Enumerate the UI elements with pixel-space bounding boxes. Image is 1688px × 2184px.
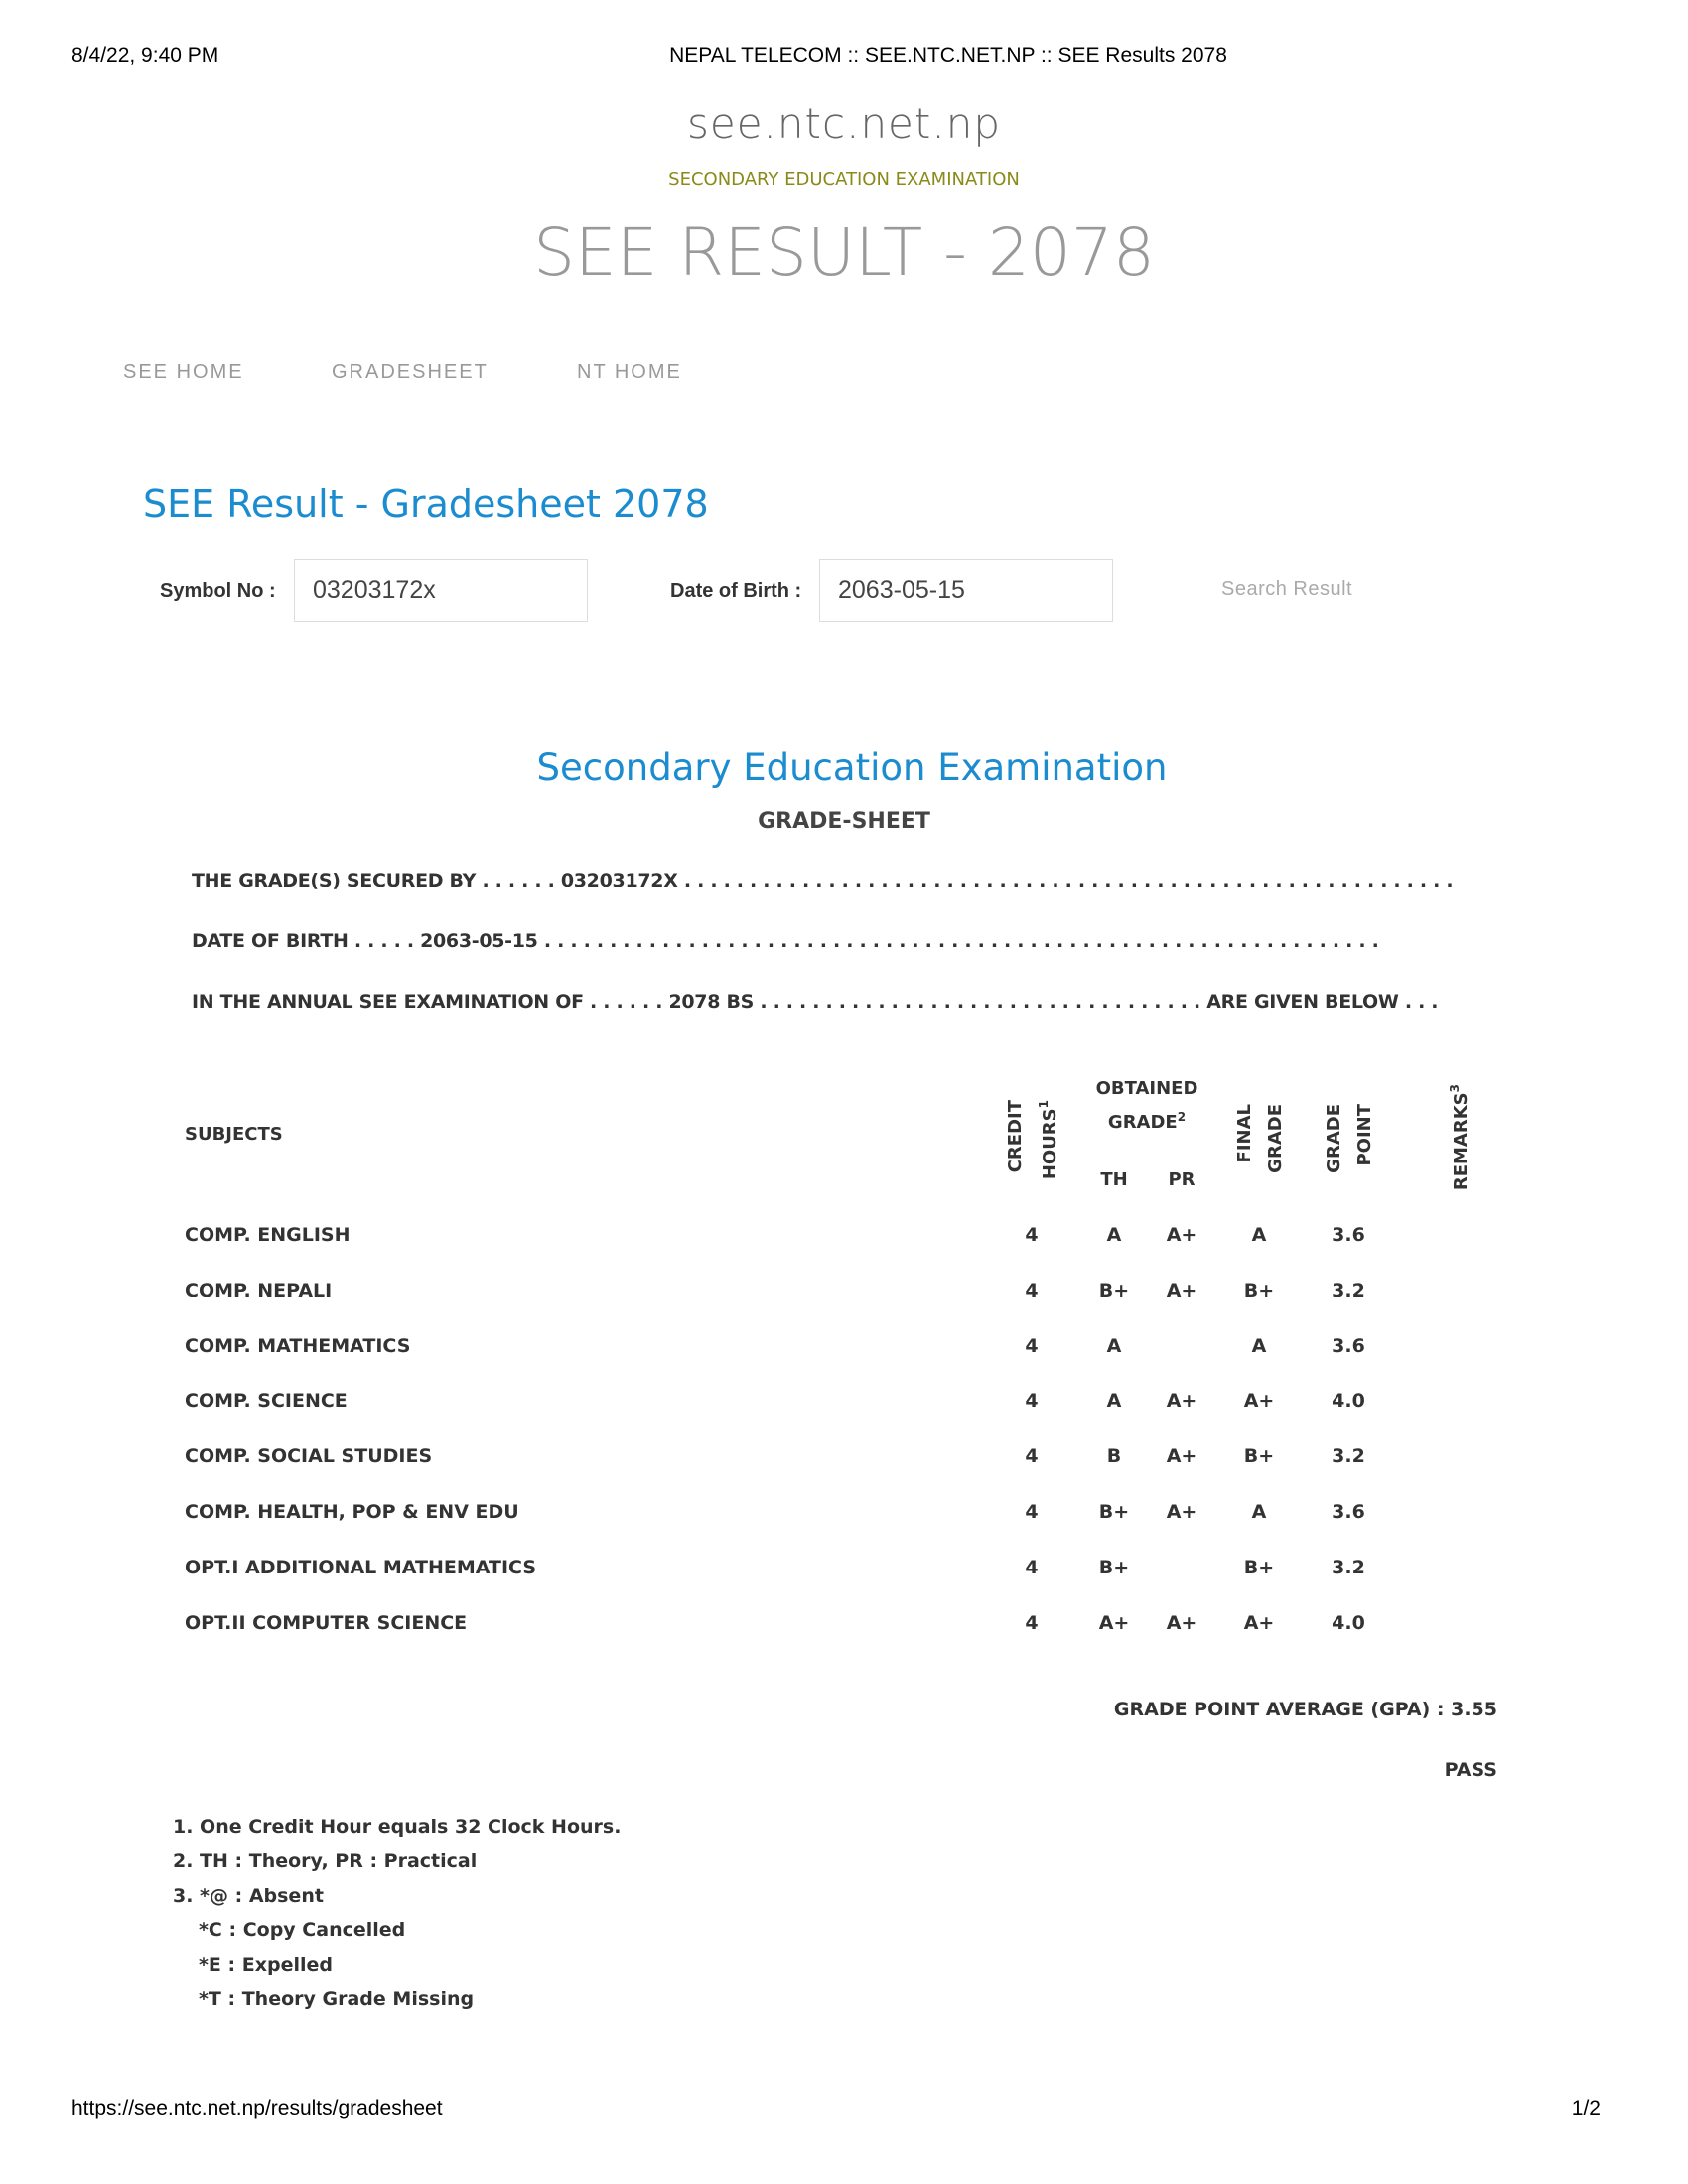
dob-line: DATE OF BIRTH . . . . . 2063-05-15 . . . . . . . . . . . . . . . . . . . . . . . . . . . . . . . . . . . . . . . . . . . . . . . . . . . . . . . . . . . . . . . .: [192, 930, 1379, 952]
cell-credit: 4: [1025, 1556, 1039, 1578]
print-title: NEPAL TELECOM :: SEE.NTC.NET.NP :: SEE Results 2078: [669, 44, 1227, 67]
cell-pr: A+: [1166, 1611, 1197, 1634]
gpa: GRADE POINT AVERAGE (GPA) : 3.55: [1113, 1699, 1497, 1720]
cell-credit: 4: [1025, 1224, 1039, 1246]
cell-gp: 3.6: [1332, 1501, 1365, 1523]
cell-final: A+: [1243, 1611, 1275, 1634]
cell-credit: 4: [1025, 1334, 1039, 1357]
secured-by-line: THE GRADE(S) SECURED BY . . . . . . 03203172X . . . . . . . . . . . . . . . . . . . . . . . . . . . . . . . . . . . . . . . . . . . . . . . . . . . . . . . . . . .: [192, 870, 1454, 891]
cell-gp: 4.0: [1332, 1390, 1365, 1413]
nav-nt-home[interactable]: NT HOME: [577, 361, 682, 383]
footnote: 1. One Credit Hour equals 32 Clock Hours.: [173, 1816, 622, 1838]
cell-credit: 4: [1025, 1279, 1039, 1301]
cell-pr: A+: [1166, 1390, 1197, 1413]
cell-gp: 3.6: [1332, 1334, 1365, 1357]
form-title: SEE Result - Gradesheet 2078: [143, 482, 709, 526]
cell-subject: COMP. SCIENCE: [185, 1390, 348, 1413]
cell-th: B: [1106, 1445, 1122, 1468]
cell-gp: 3.2: [1332, 1445, 1365, 1468]
header-grade: GRADE$^2$: [1107, 1110, 1187, 1133]
header-point: POINT: [1354, 1104, 1375, 1166]
cell-credit: 4: [1025, 1611, 1039, 1634]
cell-subject: COMP. NEPALI: [185, 1279, 333, 1301]
print-url: https://see.ntc.net.np/results/gradesheet: [71, 2097, 443, 2119]
cell-final: B+: [1243, 1556, 1275, 1578]
header-final-grade: GRADE: [1265, 1104, 1286, 1173]
dob-input[interactable]: 2063-05-15: [819, 559, 1113, 622]
cell-pr: A+: [1166, 1445, 1197, 1468]
site-name: see.ntc.net.np: [687, 99, 1001, 148]
cell-subject: COMP. SOCIAL STUDIES: [185, 1445, 433, 1468]
cell-th: B+: [1098, 1556, 1130, 1578]
cell-final: B+: [1243, 1279, 1275, 1301]
header-final: FINAL: [1234, 1104, 1255, 1163]
print-datetime: 8/4/22, 9:40 PM: [71, 44, 219, 67]
header-th: TH: [1100, 1169, 1128, 1190]
header-grade-point: GRADE: [1324, 1104, 1344, 1173]
symbol-input[interactable]: 03203172x: [294, 559, 588, 622]
cell-gp: 4.0: [1332, 1611, 1365, 1634]
cell-th: B+: [1098, 1279, 1130, 1301]
header-credit: CREDIT: [1005, 1100, 1026, 1173]
print-page: 1/2: [1571, 2097, 1601, 2119]
header-pr: PR: [1168, 1169, 1196, 1190]
dob-label: Date of Birth :: [670, 580, 802, 602]
cell-gp: 3.2: [1332, 1556, 1365, 1578]
cell-th: A: [1106, 1390, 1122, 1413]
cell-final: A: [1251, 1334, 1267, 1357]
cell-th: A: [1106, 1224, 1122, 1246]
cell-th: A+: [1098, 1611, 1130, 1634]
header-subjects: SUBJECTS: [185, 1124, 283, 1145]
cell-credit: 4: [1025, 1445, 1039, 1468]
site-subtitle: SECONDARY EDUCATION EXAMINATION: [668, 169, 1020, 190]
sheet-title: Secondary Education Examination: [536, 747, 1168, 789]
cell-subject: COMP. ENGLISH: [185, 1224, 351, 1246]
cell-gp: 3.6: [1332, 1224, 1365, 1246]
symbol-label: Symbol No :: [160, 580, 276, 602]
exam-line: IN THE ANNUAL SEE EXAMINATION OF . . . . . . 2078 BS . . . . . . . . . . . . . . . . . . . . . . . . . . . . . . . . . . ARE GIVEN BELOW . . .: [192, 991, 1439, 1013]
search-result-button[interactable]: Search Result: [1221, 578, 1353, 600]
footnote: *E : Expelled: [199, 1954, 333, 1976]
footnote: *T : Theory Grade Missing: [199, 1988, 475, 2010]
result: PASS: [1444, 1759, 1497, 1781]
footnote: 2. TH : Theory, PR : Practical: [173, 1850, 478, 1872]
cell-subject: OPT.II COMPUTER SCIENCE: [185, 1611, 468, 1634]
cell-final: A: [1251, 1501, 1267, 1523]
cell-pr: A+: [1166, 1279, 1197, 1301]
cell-credit: 4: [1025, 1390, 1039, 1413]
header-hours: HOURS$^1$: [1037, 1100, 1060, 1180]
cell-subject: OPT.I ADDITIONAL MATHEMATICS: [185, 1556, 537, 1578]
cell-th: A: [1106, 1334, 1122, 1357]
cell-pr: A+: [1166, 1224, 1197, 1246]
cell-subject: COMP. HEALTH, POP & ENV EDU: [185, 1501, 519, 1523]
header-remarks: REMARKS$^3$: [1448, 1084, 1472, 1191]
cell-final: A+: [1243, 1390, 1275, 1413]
cell-pr: A+: [1166, 1501, 1197, 1523]
nav-gradesheet[interactable]: GRADESHEET: [332, 361, 489, 383]
sheet-subtitle: GRADE-SHEET: [758, 809, 930, 834]
nav-see-home[interactable]: SEE HOME: [123, 361, 244, 383]
cell-final: A: [1251, 1224, 1267, 1246]
cell-th: B+: [1098, 1501, 1130, 1523]
footnote: 3. *@ : Absent: [173, 1885, 324, 1907]
footnote: *C : Copy Cancelled: [199, 1919, 406, 1941]
cell-credit: 4: [1025, 1501, 1039, 1523]
page-heading: SEE RESULT - 2078: [533, 214, 1155, 291]
cell-final: B+: [1243, 1445, 1275, 1468]
cell-subject: COMP. MATHEMATICS: [185, 1334, 411, 1357]
header-obtained: OBTAINED: [1095, 1078, 1198, 1099]
cell-gp: 3.2: [1332, 1279, 1365, 1301]
